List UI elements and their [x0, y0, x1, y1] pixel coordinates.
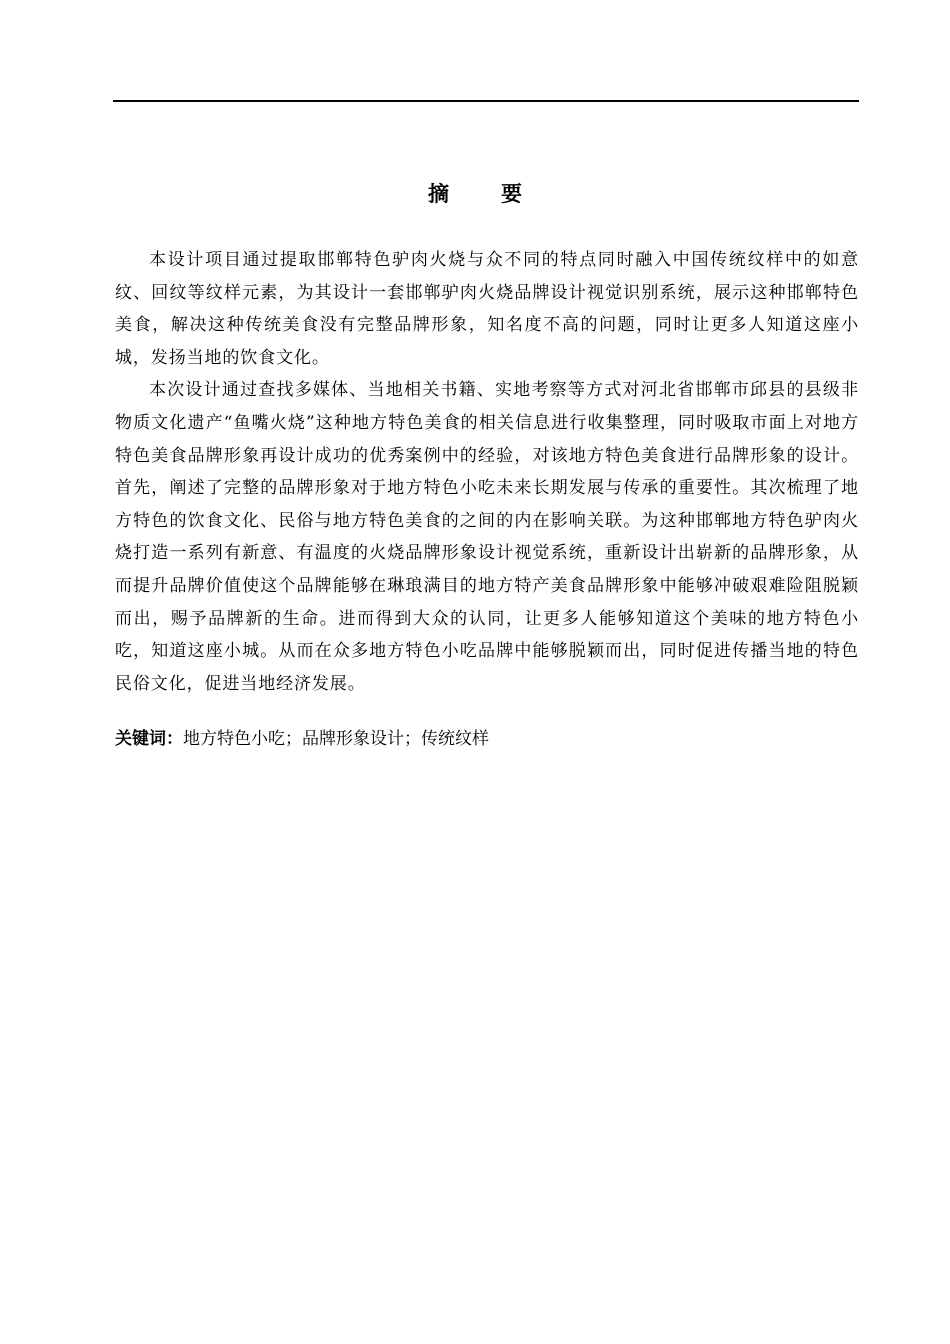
keywords-line [115, 724, 859, 754]
keywords-label: 关键词： [115, 729, 183, 749]
title-char-2: 要 [501, 182, 522, 206]
title-char-1: 摘 [428, 182, 449, 206]
abstract-paragraph-2: 本次设计通过查找多媒体、当地相关书籍、实地考察等方式对河北省邯郸市邱县的县级非物质文化遗产“鱼嘴火烧”这种地方特色美食的相关信息进行收集整理，同时吸取市面上对地方特色美食品牌形象再设计成功的优秀案例中的经验，对该地方特色美食进行品牌形象的设计。首先，阐述了完整的品牌形象对于地方特色小吃未来长期发展与传承的重要性。其次梳理了地方特色的饮食文化、民俗与地方特色美食的之间的内在影响关联。为这种邯郸地方特色驴肉火烧打造一系列有新意、有温度的火烧品牌形象设计视觉系统，重新设计出崭新的品牌形象，从而提升品牌价值使这个品牌能够在琳琅满目的地方特产美食品牌形象中能够冲破艰难险阻脱颖而出，赐予品牌新的生命。进而得到大众的认同，让更多人能够知道这个美味的地方特色小吃，知道这座小城。从而在众多地方特色小吃品牌中能够脱颖而出，同时促进传播当地的特色民俗文化，促进当地经济发展。 [115, 380, 859, 694]
abstract-paragraph-1: 本设计项目通过提取邯郸特色驴肉火烧与众不同的特点同时融入中国传统纹样中的如意纹、回纹等纹样元素，为其设计一套邯郸驴肉火烧品牌设计视觉识别系统，展示这种邯郸特色美食，解决这种传统美食没有完整品牌形象，知名度不高的问题，同时让更多人知道这座小城，发扬当地的饮食文化。 [115, 250, 859, 368]
keywords-text: 地方特色小吃；品牌形象设计；传统纹样 [183, 729, 489, 749]
abstract-body [115, 244, 859, 700]
page-title [0, 178, 950, 210]
header-rule [113, 100, 859, 102]
